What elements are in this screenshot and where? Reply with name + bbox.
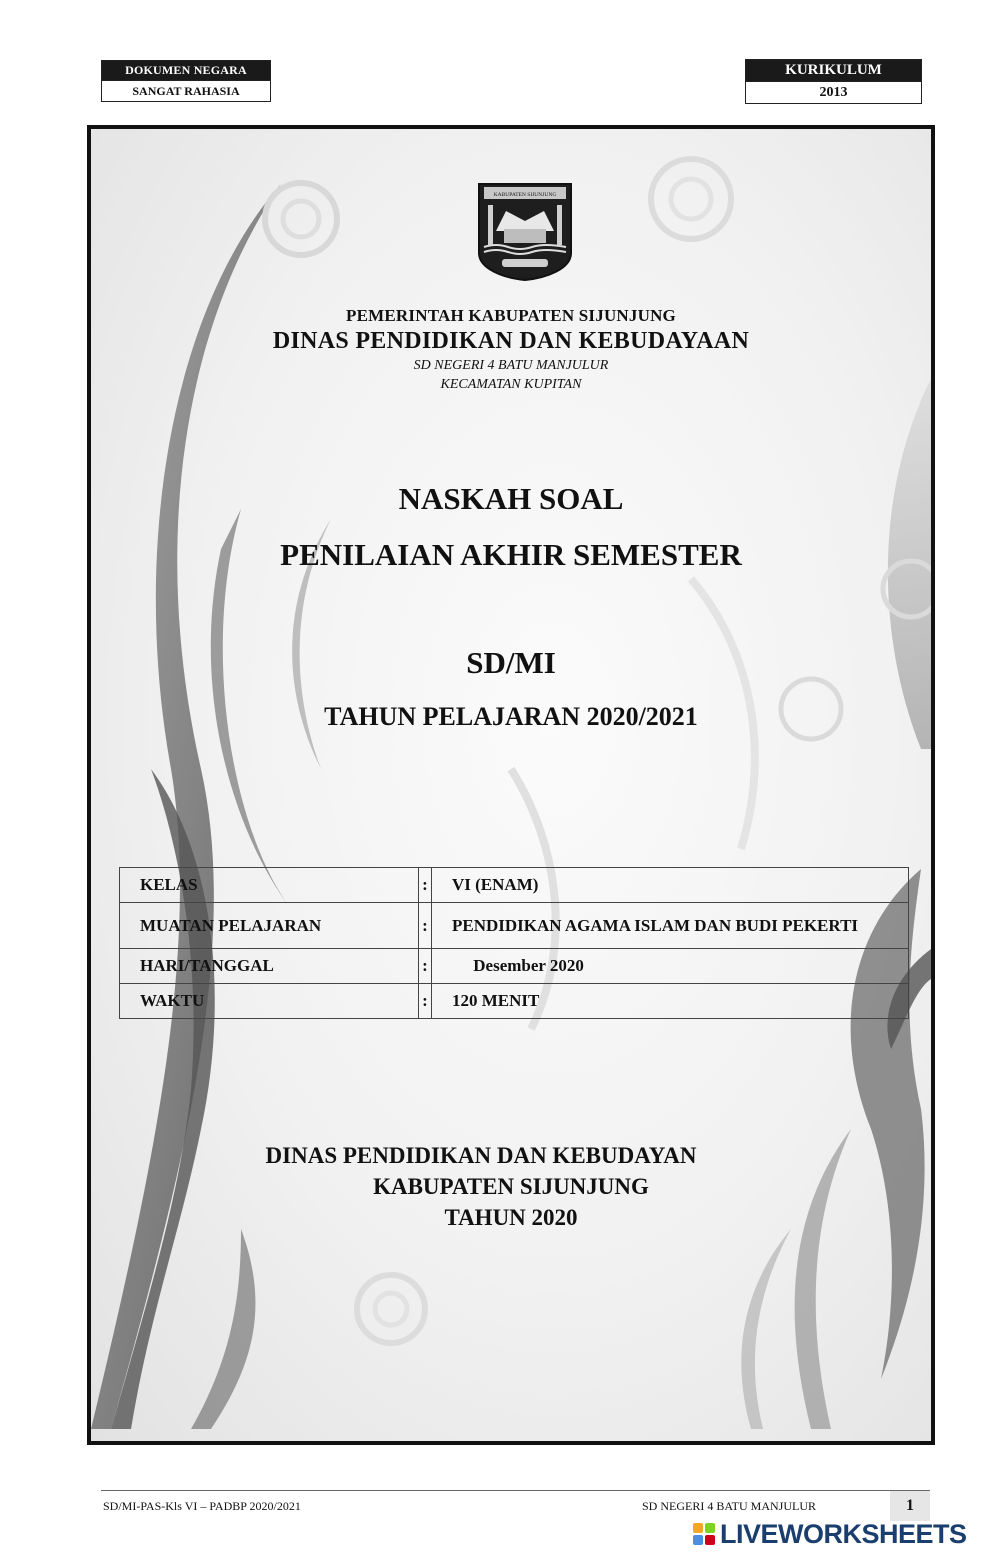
row-value: 120 MENIT <box>432 984 909 1019</box>
government-name: PEMERINTAH KABUPATEN SIJUNJUNG <box>346 306 676 325</box>
agency-name: DINAS PENDIDIKAN DAN KEBUDAYAAN <box>272 328 750 354</box>
footer-divider <box>101 1490 930 1491</box>
footer-year: TAHUN 2020 <box>444 1205 578 1230</box>
row-label: HARI/TANGGAL <box>120 949 419 984</box>
row-value: Desember 2020 <box>432 949 909 984</box>
classification-bottom: SANGAT RAHASIA <box>102 80 270 101</box>
table-row <box>120 984 909 1019</box>
exam-info-table <box>119 867 909 1019</box>
academic-year: TAHUN PELAJARAN 2020/2021 <box>324 702 698 731</box>
curriculum-year: 2013 <box>746 81 921 103</box>
school-level: SD/MI <box>466 645 556 680</box>
district-name: KECAMATAN KUPITAN <box>440 377 582 392</box>
exam-name: PENILAIAN AKHIR SEMESTER <box>280 537 742 572</box>
table-row <box>120 868 909 903</box>
table-row <box>120 903 909 949</box>
row-separator: : <box>419 903 432 949</box>
row-separator: : <box>419 868 432 903</box>
document-title: NASKAH SOAL <box>398 481 624 516</box>
page-number: 1 <box>890 1491 930 1521</box>
table-row <box>120 949 909 984</box>
row-value: VI (ENAM) <box>432 868 909 903</box>
row-label: WAKTU <box>120 984 419 1019</box>
cover-frame <box>87 125 935 1445</box>
footer-regency: KABUPATEN SIJUNJUNG <box>373 1174 649 1199</box>
footer-agency: DINAS PENDIDIKAN DAN KEBUDAYAN <box>265 1143 697 1168</box>
school-name: SD NEGERI 4 BATU MANJULUR <box>413 358 609 373</box>
classification-box <box>101 60 271 102</box>
liveworksheets-logo-icon <box>692 1522 716 1546</box>
footer-doc-code: SD/MI-PAS-Kls VI – PADBP 2020/2021 <box>103 1499 301 1513</box>
liveworksheets-brand: LIVEWORKSHEETS <box>720 1518 967 1549</box>
row-separator: : <box>419 984 432 1019</box>
liveworksheets-watermark[interactable] <box>692 1518 967 1550</box>
classification-top: DOKUMEN NEGARA <box>102 61 270 80</box>
emblem-text: KABUPATEN SIJUNJUNG <box>493 192 557 198</box>
regency-emblem-icon <box>476 181 574 281</box>
row-separator: : <box>419 949 432 984</box>
footer-school: SD NEGERI 4 BATU MANJULUR <box>642 1499 817 1513</box>
row-label: MUATAN PELAJARAN <box>120 903 419 949</box>
row-value: PENDIDIKAN AGAMA ISLAM DAN BUDI PEKERTI <box>432 903 909 949</box>
row-label: KELAS <box>120 868 419 903</box>
curriculum-box <box>745 59 922 104</box>
curriculum-top: KURIKULUM <box>746 60 921 81</box>
